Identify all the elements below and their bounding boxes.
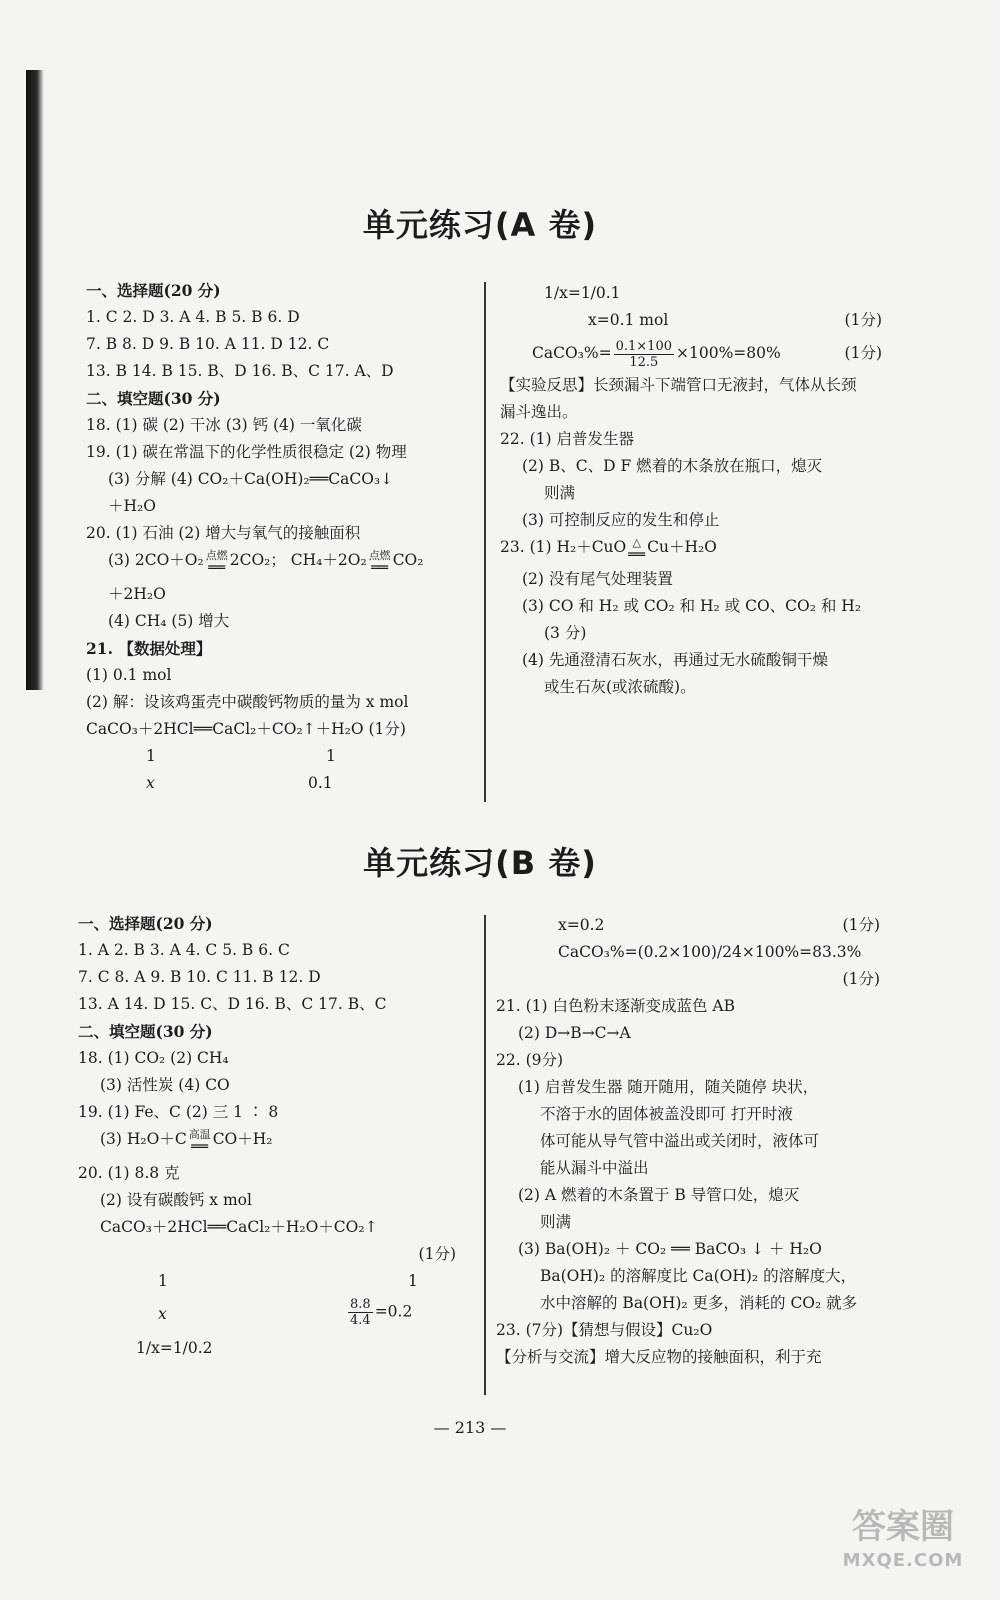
percent-line (496, 939, 880, 966)
answer-19-cont: (3) 分解 (4) CO₂＋Ca(OH)₂══CaCO₃↓ (108, 470, 394, 488)
percent-line (500, 334, 882, 372)
answer-18: 18. (1) CO₂ (2) CH₄ (78, 1049, 229, 1067)
calc-text: CaCO₃%= (532, 344, 612, 362)
condition-heat: △ ══ (628, 536, 646, 563)
calc-line (500, 307, 882, 334)
section-b-title: 单元练习(B 卷) (363, 844, 597, 882)
answer-row: 7. C 8. A 9. B 10. C 11. B 12. D (78, 968, 321, 986)
score: (1分) (842, 916, 880, 934)
score: (1分) (844, 344, 882, 362)
calc-line (496, 912, 880, 939)
section-a-title: 单元练习(A 卷) (362, 206, 598, 244)
answer-22-2-cont: 则满 (540, 1213, 572, 1231)
answer-20: 20. (1) 石油 (2) 增大与氧气的接触面积 (86, 524, 361, 542)
calc-text: ×100%=80% (676, 344, 781, 362)
equation-caco3: CaCO₃＋2HCl══CaCl₂＋H₂O＋CO₂↑ (100, 1218, 378, 1236)
section-a-right-column (500, 280, 882, 701)
score-line (78, 1241, 476, 1268)
answer-20: 20. (1) 8.8 克 (78, 1164, 180, 1182)
section-a-left-column (86, 277, 476, 797)
answer-22-2: (2) A 燃着的木条置于 B 导管口处，熄灭 (518, 1186, 800, 1204)
eq-part: (3) 2CO＋O₂ (108, 551, 204, 569)
answer-row: 1. A 2. B 3. A 4. C 5. B 6. C (78, 941, 290, 959)
answer-19: 19. (1) 碳在常温下的化学性质很稳定 (2) 物理 (86, 443, 407, 461)
site-watermark-logo (828, 1505, 978, 1585)
answer-21: 21. (1) 白色粉末逐渐变成蓝色 AB (496, 997, 735, 1015)
heading-choice: 一、选择题(20 分) (86, 281, 221, 300)
score: (1分) (842, 970, 880, 988)
score: (1分) (844, 311, 882, 329)
ratio-value: 1 (408, 1272, 418, 1290)
calc-text: x=0.1 mol (588, 311, 669, 329)
answer-23-4: (4) 先通澄清石灰水，再通过无水硫酸铜干燥 (522, 651, 828, 669)
answer-22: 22. (1) 启普发生器 (500, 430, 634, 448)
answer-19: 19. (1) Fe、C (2) 三 1 ∶ 8 (78, 1103, 279, 1121)
ratio-fraction: $\frac{8.8}{4.4}$ =0.2 (350, 1297, 413, 1328)
eq-part: (3) H₂O＋C (100, 1130, 187, 1148)
answer-21-heading: 21. 【数据处理】 (86, 639, 212, 658)
answer-21-1: (1) 0.1 mol (86, 666, 172, 684)
condition-ignite: 点燃 ══ (205, 549, 228, 576)
answer-23-4-cont: 或生石灰(或浓硫酸)。 (544, 678, 696, 696)
answer-row: 7. B 8. D 9. B 10. A 11. D 12. C (86, 335, 330, 353)
answer-row: 1. C 2. D 3. A 4. B 5. B 6. D (86, 308, 300, 326)
answer-22-1-cont: 体可能从导气管中溢出或关闭时，液体可 (540, 1132, 820, 1150)
watermark-site: MXQE.COM (842, 1550, 964, 1571)
section-b-left-column (78, 910, 476, 1362)
score: (1分) (418, 1245, 456, 1263)
reflection-cont: 漏斗逸出。 (500, 403, 578, 421)
answer-20-2: (2) 设有碳酸钙 x mol (100, 1191, 252, 1209)
answer-20-equations (86, 547, 476, 581)
answer-23-3-cont: (3 分) (544, 624, 587, 642)
ratio-row (78, 1268, 476, 1295)
answer-22-1: (1) 启普发生器 随开随用，随关随停 块状， (518, 1078, 819, 1096)
heading-choice: 一、选择题(20 分) (78, 914, 213, 933)
analysis: 【分析与交流】增大反应物的接触面积，利于充 (496, 1348, 822, 1366)
calc-line: 1/x=1/0.1 (544, 284, 621, 302)
answer-23-3: (3) CO 和 H₂ 或 CO₂ 和 H₂ 或 CO、CO₂ 和 H₂ (522, 597, 862, 615)
answer-19-3 (78, 1126, 476, 1160)
eq-part: 23. (1) H₂＋CuO (500, 538, 627, 556)
eq-part: Cu＋H₂O (647, 538, 717, 556)
answer-20-cont: ＋2H₂O (108, 585, 166, 603)
reflection: 【实验反思】长颈漏斗下端管口无液封，气体从长颈 (500, 376, 857, 394)
answer-22-1-cont: 能从漏斗中溢出 (540, 1159, 649, 1177)
ratio-value: 1 (146, 747, 156, 765)
condition-high-temp: 高温 ══ (188, 1128, 211, 1155)
calc-text: 1/x=1/0.2 (136, 1339, 213, 1357)
answer-row: 13. A 14. D 15. C、D 16. B、C 17. B、C (78, 995, 387, 1013)
answer-18: 18. (1) 碳 (2) 干冰 (3) 钙 (4) 一氧化碳 (86, 416, 362, 434)
answer-22-1-cont: 不溶于水的固体被盖没即可 打开时液 (540, 1105, 793, 1123)
scan-shadow-edge (26, 70, 44, 690)
answer-row: 13. B 14. B 15. B、D 16. B、C 17. A、D (86, 362, 394, 380)
answer-18-cont: (3) 活性炭 (4) CO (100, 1076, 230, 1094)
eq-part: CO＋H₂ (212, 1130, 273, 1148)
condition-ignite: 点燃 ══ (368, 549, 391, 576)
section-b-right-column (496, 912, 880, 1371)
score-line (496, 966, 880, 993)
ratio-value: 1 (158, 1272, 168, 1290)
section-a-column-divider (484, 282, 486, 802)
heading-fill: 二、填空题(30 分) (78, 1022, 213, 1041)
answer-23 (500, 534, 882, 566)
ratio-value: 0.1 (308, 774, 333, 792)
answer-21-2: (2) D→B→C→A (518, 1024, 631, 1042)
page-number: — 213 — (433, 1418, 507, 1437)
calc-text: x=0.2 (558, 916, 605, 934)
calc-line (78, 1335, 476, 1362)
ratio-value: 1 (326, 747, 336, 765)
ratio-value: x (146, 774, 155, 792)
ratio-row (78, 1295, 476, 1335)
ratio-value: x (158, 1305, 167, 1323)
answer-22: 22. (9分) (496, 1051, 564, 1069)
answer-22-3-cont: 水中溶解的 Ba(OH)₂ 更多，消耗的 CO₂ 就多 (540, 1294, 858, 1312)
watermark-brand: 答案圈 (852, 1507, 954, 1547)
answer-22-3-cont: Ba(OH)₂ 的溶解度比 Ca(OH)₂ 的溶解度大， (540, 1267, 857, 1285)
answer-20-cont2: (4) CH₄ (5) 增大 (108, 612, 230, 630)
answer-23: 23. (7分)【猜想与假设】Cu₂O (496, 1321, 713, 1339)
heading-fill: 二、填空题(30 分) (86, 389, 221, 408)
answer-22-3: (3) Ba(OH)₂ ＋ CO₂ ══ BaCO₃ ↓ ＋ H₂O (518, 1240, 822, 1258)
eq-part: CO₂ (392, 551, 424, 569)
eq-part: 2CO₂； CH₄＋2O₂ (229, 551, 367, 569)
answer-22-3: (3) 可控制反应的发生和停止 (522, 511, 720, 529)
answer-23-2: (2) 没有尾气处理装置 (522, 570, 673, 588)
calc-text: CaCO₃%=(0.2×100)/24×100%=83.3% (558, 943, 862, 961)
ratio-row (86, 743, 476, 770)
answer-22-2: (2) B、C、D F 燃着的木条放在瓶口，熄灭 (522, 457, 823, 475)
answer-22-2-cont: 则满 (544, 484, 576, 502)
answer-21-2: (2) 解：设该鸡蛋壳中碳酸钙物质的量为 x mol (86, 693, 409, 711)
fraction: $\frac{0.1\times 100}{12.5}$ (615, 338, 672, 370)
answer-19-cont2: ＋H₂O (108, 497, 156, 515)
equation-caco3: CaCO₃＋2HCl══CaCl₂＋CO₂↑＋H₂O (1分) (86, 720, 406, 738)
section-b-column-divider (484, 915, 486, 1395)
ratio-row (86, 770, 476, 797)
